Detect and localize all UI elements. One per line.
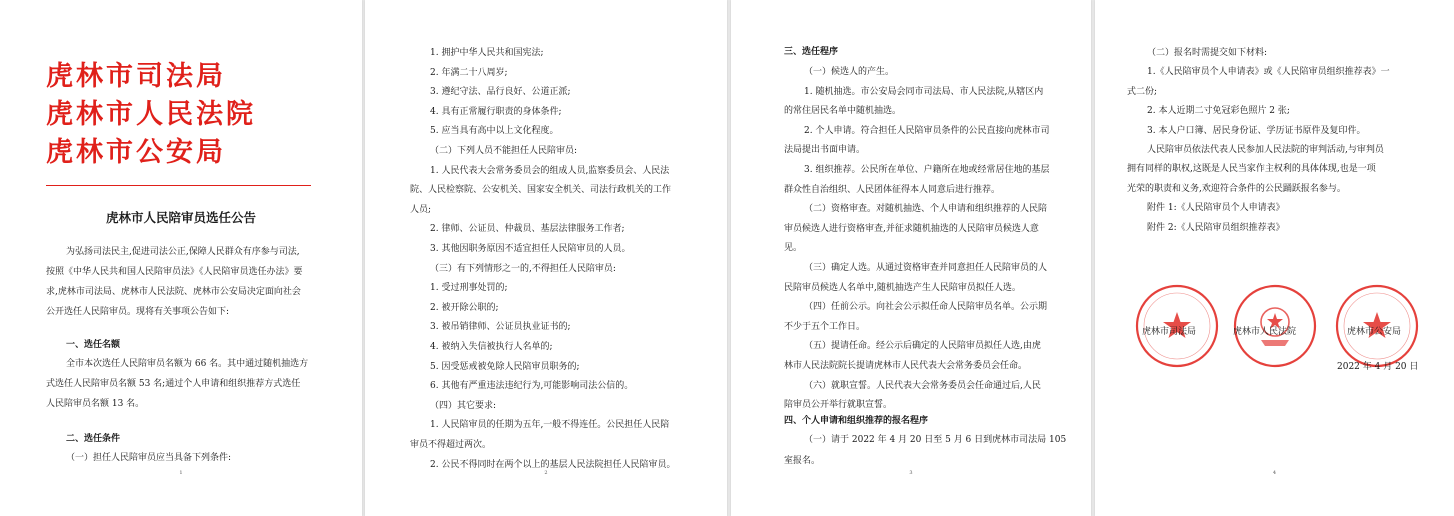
seal-label: 虎林市公安局 [1347,327,1402,337]
paragraph-line: 附件 2:《人民陪审员组织推荐表》 [1147,222,1285,233]
paragraph-line: 人民陪审员名额 13 名。 [46,399,145,409]
page-number: 1 [179,470,183,476]
paragraph-line: 2. 律师、公证员、仲裁员、基层法律服务工作者; [430,224,625,235]
issuer-line: 虎林市人民法院 [46,99,256,130]
paragraph-line: 5. 应当具有高中以上文化程度。 [430,126,559,137]
section-heading: 四、个人申请和组织推荐的报名程序 [784,416,929,426]
paragraph-line: 6. 其他有严重违法违纪行为,可能影响司法公信的。 [430,381,634,392]
paragraph-line: （三）确定人选。从通过资格审查并同意担任人民陪审员的人 [804,263,1048,273]
red-divider [46,185,311,186]
paragraph-line: （一）担任人民陪审员应当具备下列条件: [66,453,232,463]
paragraph-line: 室报名。 [784,456,821,466]
paragraph-line: 1. 人民代表大会常务委员会的组成人员,监察委员会、人民法 [430,165,670,176]
issuer-line: 虎林市司法局 [46,61,226,92]
paragraph-line: 2. 年满二十八周岁; [430,67,508,78]
paragraph-line: 1.《人民陪审员个人申请表》或《人民陪审员组织推荐表》一 [1147,67,1390,78]
paragraph-line: 1. 受过刑事处罚的; [430,283,508,294]
paragraph-line: 4. 具有正常履行职责的身体条件; [430,106,562,117]
paragraph-line: （二）报名时需提交如下材料: [1147,48,1268,58]
section-heading: 三、选任程序 [784,47,839,57]
paragraph-line: 5. 因受惩戒被免除人民陪审员职务的; [430,361,580,372]
paragraph-line: 人民陪审员依法代表人民参加人民法院的审判活动,与审判员 [1147,145,1384,155]
paragraph-line: 式选任人民陪审员名额 53 名;通过个人申请和组织推荐方式选任 [46,379,301,389]
section-heading: 二、选任条件 [66,434,121,444]
paragraph-line: 审员不得超过两次。 [410,440,492,450]
paragraph-line: 陪审员公开举行就职宣誓。 [784,400,893,411]
issuer-line: 虎林市公安局 [46,137,226,168]
paragraph-line: 不少于五个工作日。 [784,321,866,332]
paragraph-line: 光荣的职责和义务,欢迎符合条件的公民踊跃报名参与。 [1127,183,1346,194]
paragraph-line: 2. 公民不得同时在两个以上的基层人民法院担任人民陪审员。 [430,459,676,470]
paragraph-line: 公开选任人民陪审员。现将有关事项公告如下: [46,307,230,317]
paragraph-line: 式二份; [1127,86,1158,97]
paragraph-line: 1. 人民陪审员的任期为五年,一般不得连任。公民担任人民陪 [430,420,670,431]
paragraph-line: （三）有下列情形之一的,不得担任人民陪审员: [430,263,616,274]
paragraph-line: 附件 1:《人民陪审员个人申请表》 [1147,203,1285,214]
paragraph-line: 见。 [784,243,803,254]
paragraph-line: 拥有同样的职权,这既是人民当家作主权利的具体体现,也是一项 [1127,164,1376,175]
paragraph-line: 1. 拥护中华人民共和国宪法; [430,48,544,58]
paragraph-line: 民陪审员候选人名单中,随机抽选产生人民陪审员拟任人选。 [784,282,1021,293]
paragraph-line: 院、人民检察院、公安机关、国家安全机关、司法行政机关的工作 [410,185,672,196]
paragraph-line: 3. 其他因职务原因不适宜担任人民陪审员的人员。 [430,244,631,254]
paragraph-line: 3. 被吊销律师、公证员执业证书的; [430,322,571,333]
paragraph-line: 2. 个人申请。符合担任人民陪审员条件的公民直接向虎林市司 [804,125,1050,136]
paragraph-line: 全市本次选任人民陪审员名额为 66 名。其中通过随机抽选方 [66,359,309,369]
paragraph-line: 的常住居民名单中随机抽选。 [784,106,902,117]
paragraph-line: 求,虎林市司法局、虎林市人民法院、虎林市公安局决定面向社会 [46,287,301,297]
paragraph-line: 2. 被开除公职的; [430,302,499,313]
paragraph-line: （二）资格审查。对随机抽选、个人申请和组织推荐的人民陪 [804,204,1048,215]
paragraph-line: （一）候选人的产生。 [804,67,895,77]
page-number: 2 [544,470,548,476]
paragraph-line: （五）提请任命。经公示后确定的人民陪审员拟任人选,由虎 [804,341,1041,352]
paragraph-line: 4. 被纳入失信被执行人名单的; [430,342,553,352]
page-4 [1095,0,1454,516]
seal-label: 虎林市人民法院 [1233,327,1297,337]
paragraph-line: 3. 组织推荐。公民所在单位、户籍所在地或经常居住地的基层 [804,165,1050,175]
paragraph-line: 审员候选人进行资格审查,并征求随机抽选的人民陪审员候选人意 [784,223,1039,234]
paragraph-line: （一）请于 2022 年 4 月 20 日至 5 月 6 日到虎林市司法局 105 [804,435,1067,445]
paragraph-line: 林市人民法院院长提请虎林市人民代表大会常务委员会任命。 [784,361,1028,371]
paragraph-line: 人员; [410,204,432,215]
issue-date: 2022 年 4 月 20 日 [1337,362,1419,372]
paragraph-line: 2. 本人近期二寸免冠彩色照片 2 张; [1147,106,1290,117]
paragraph-line: 1. 随机抽选。市公安局会同市司法局、市人民法院,从辖区内 [804,86,1044,97]
paragraph-line: （四）任前公示。向社会公示拟任命人民陪审员名单。公示期 [804,302,1048,313]
section-heading: 一、选任名额 [66,340,121,350]
paragraph-line: 群众性自治组织、人民团体征得本人同意后进行推荐。 [784,184,1001,195]
page-number: 4 [1272,470,1277,476]
paragraph-line: 法局提出书面申请。 [784,145,866,156]
page-number: 3 [909,470,913,476]
page-1 [0,0,362,516]
paragraph-line: 3. 遵纪守法、品行良好、公道正派; [430,87,571,98]
paragraph-line: （四）其它要求: [430,400,497,411]
seal-label: 虎林市司法局 [1142,327,1197,337]
page-2 [365,0,727,516]
paragraph-line: 3. 本人户口簿、居民身份证、学历证书原件及复印件。 [1147,125,1366,136]
paragraph-line: （二）下列人员不能担任人民陪审员: [430,146,578,156]
paragraph-line: 按照《中华人民共和国人民陪审员法》《人民陪审员选任办法》要 [46,267,303,277]
paragraph-line: 为弘扬司法民主,促进司法公正,保障人民群众有序参与司法, [66,247,300,257]
page-3 [731,0,1091,516]
document-title: 虎林市人民陪审员选任公告 [105,210,256,225]
paragraph-line: （六）就职宣誓。人民代表大会常务委员会任命通过后,人民 [804,380,1041,391]
